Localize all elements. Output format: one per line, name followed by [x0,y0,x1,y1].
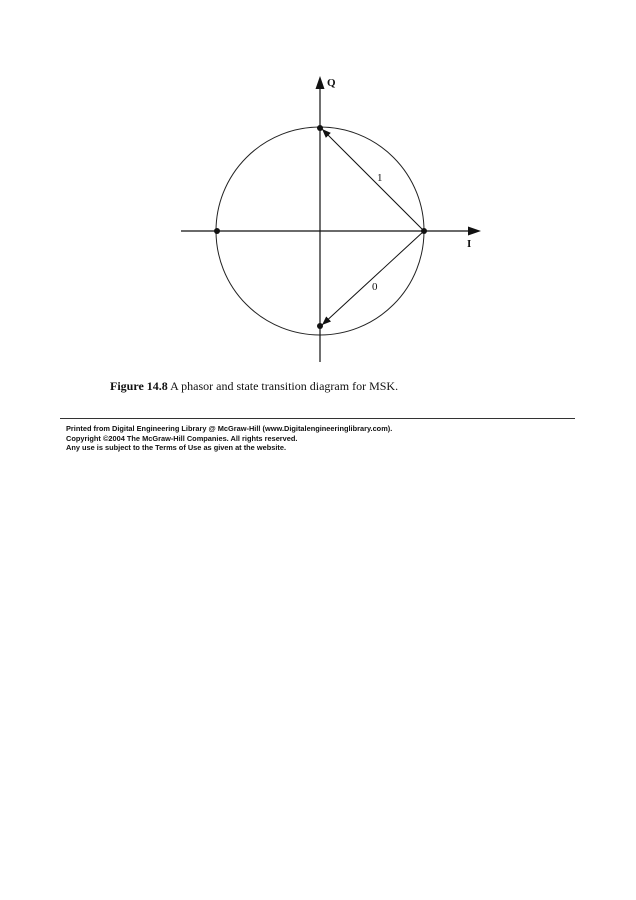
arrow-label-1: 1 [377,172,383,184]
q-axis-label: Q [327,77,336,89]
state-point-top [317,125,323,131]
footer-line-terms: Any use is subject to the Terms of Use as given at the website. [66,443,287,453]
i-axis-label: I [467,238,472,250]
state-point-right [421,228,427,234]
footer-line-copyright: Copyright ©2004 The McGraw-Hill Companies. All rights reserved. [66,433,298,443]
figure-label: Figure 14.8 [110,379,168,393]
q-axis-arrowhead [316,76,325,89]
state-point-bottom [317,323,323,329]
transition-arrow-0 [322,231,424,325]
arrow-label-0: 0 [372,281,378,293]
footer-line-printed-from: Printed from Digital Engineering Library @ McGraw-Hill (www.Digitalengineeringlibrary.com). [66,424,393,433]
figure-caption [110,379,398,394]
footer-divider [60,418,575,419]
page-footer [66,424,392,453]
figure-caption-text: A phasor and state transition diagram for MSK. [167,379,399,393]
state-point-left [214,228,220,234]
transition-arrow-1 [322,129,424,231]
i-axis-arrowhead [468,227,481,236]
phasor-diagram [0,0,636,420]
